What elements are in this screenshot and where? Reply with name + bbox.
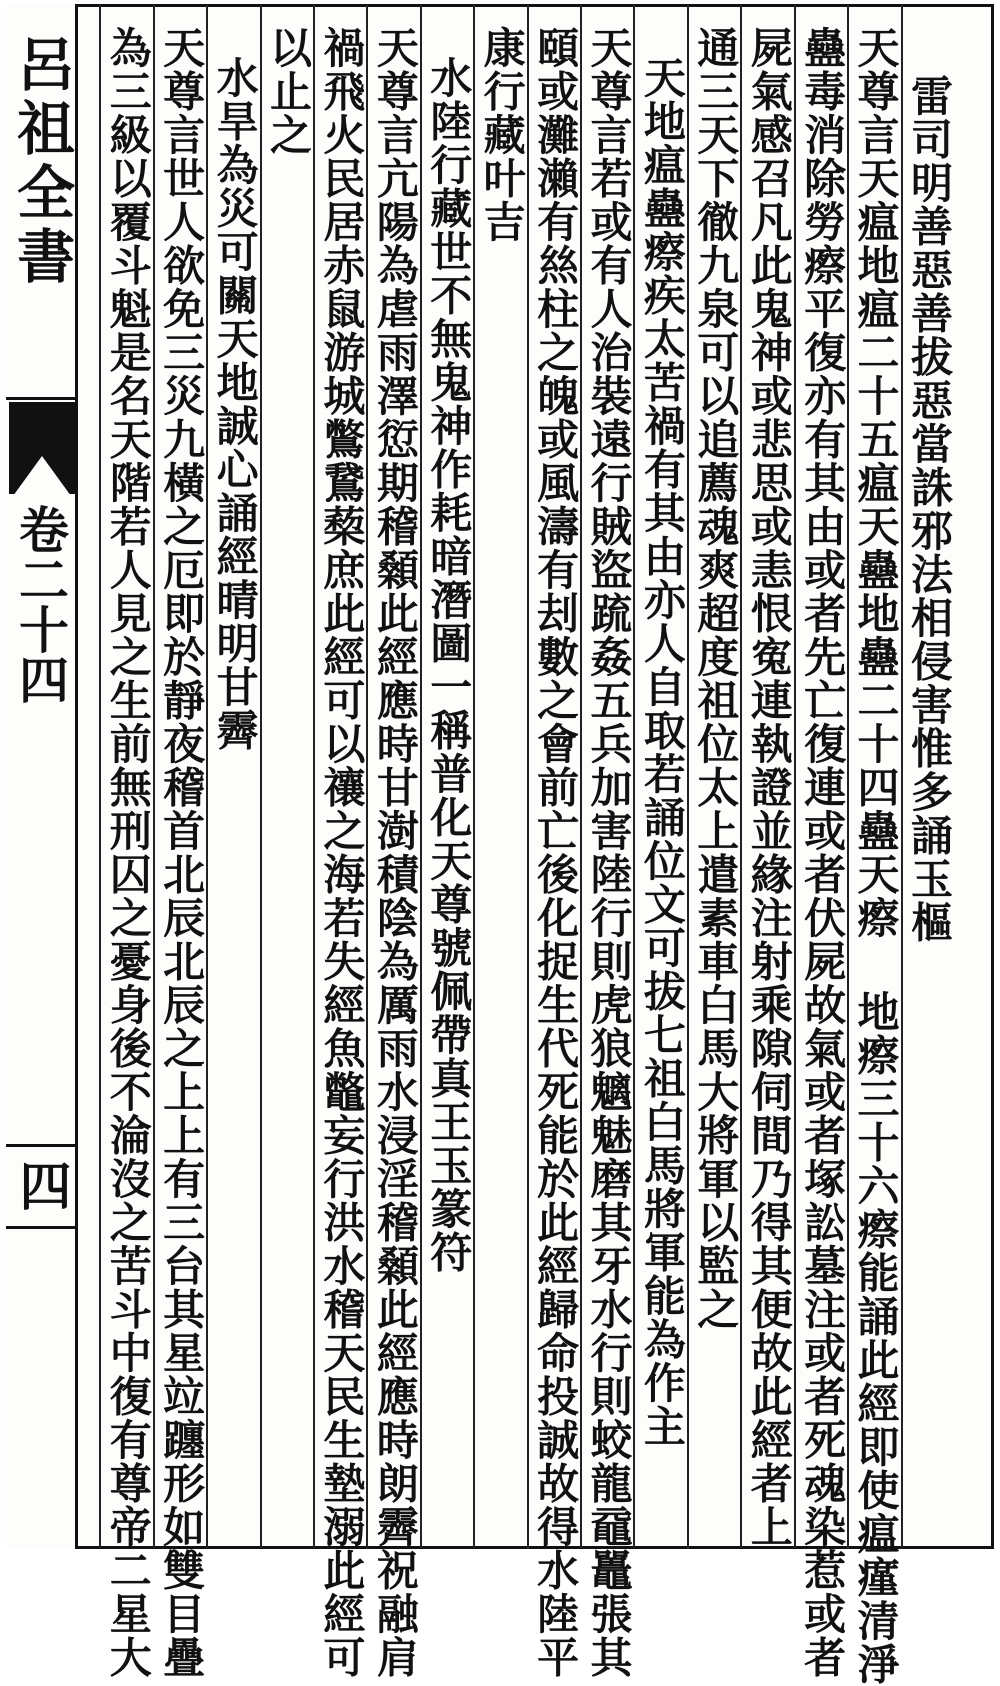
text-column xyxy=(153,4,207,1679)
margin-divider xyxy=(6,397,75,400)
margin-strip xyxy=(6,4,78,1549)
column-text: 水旱為災可關天地誠心誦經晴明甘霽 xyxy=(210,56,260,752)
text-column xyxy=(366,4,420,1679)
column-text: 雷司明善惡善拔惡當誅邪法相侵害惟多誦玉樞 xyxy=(904,74,954,944)
volume-label: 卷二十四 xyxy=(11,504,70,704)
text-column xyxy=(420,4,473,1549)
text-column xyxy=(847,4,901,1686)
column-text: 頤或灘瀨有𢇁柱之魄或風濤有刦數之會前亡後化捉生代死能於此經歸命投誠故得水陸平 xyxy=(531,26,581,1679)
text-column xyxy=(633,4,686,1549)
text-column xyxy=(260,4,313,1549)
column-text: 天尊言若或有人治裝遠行賊盜䟽姦五兵加害陸行則虎狼魑魅磨其牙水行則蛟龍黿鼉張其 xyxy=(584,26,634,1679)
text-column xyxy=(527,4,581,1679)
column-text: 天尊言亢陽為虐雨澤愆期稽顙此經應時甘澍積陰為厲雨水浸淫稽顙此經應時朗霽祝融肩 xyxy=(370,26,420,1679)
text-column xyxy=(473,4,526,1549)
text-column xyxy=(580,4,634,1679)
text-column xyxy=(901,4,954,1549)
text-column xyxy=(206,4,259,1549)
column-text: 天尊言世人欲免三災九橫之厄即於靜夜稽首北辰北辰之上上有三台其星竝躔形如雙目疊 xyxy=(157,26,207,1679)
column-text: 水陸行藏世不無鬼神作耗暗潛圖一稱普化天尊號佩帶真王玉篆符 xyxy=(424,56,474,1274)
fishtail-mark xyxy=(9,402,75,494)
column-text: 天尊言天瘟地瘟二十五瘟天蠱地蠱二十四蠱天瘵 地瘵三十六瘵能誦此經即使瘟瘽清淨 xyxy=(851,26,901,1686)
folio-number: 四 xyxy=(10,1159,71,1211)
text-column xyxy=(687,4,740,1549)
column-text: 蠱毒消除勞瘵平復亦有其由或者先亡復連或者伏屍故氣或者塚訟墓注或者死魂染惹或者 xyxy=(798,26,848,1679)
column-text: 以止之 xyxy=(264,26,313,157)
column-text: 禍飛火民居赤鼠游城鷩鵞蔾庶此經可以禳之海若失經魚鼈妄行洪水稽天民生墊溺此經可 xyxy=(317,26,367,1679)
column-text: 通三天下徹九泉可以追薦魂爽超度祖位太上遣素車白馬大將軍以監之 xyxy=(691,26,741,1331)
book-title: 呂祖全書 xyxy=(7,34,75,290)
column-text: 屍氣感召凡此鬼神或悲思或恚恨寃連執證並緣注射乘隙伺間乃得其便故此經者上 xyxy=(744,26,794,1549)
column-text: 康行藏叶吉 xyxy=(477,26,527,244)
column-text: 天地瘟蠱瘵疾太苦禍有其由亦人自取若誦位文可拔七祖白馬將軍能為作主 xyxy=(637,56,687,1448)
text-area xyxy=(78,4,986,1686)
text-column xyxy=(99,4,153,1679)
column-text: 為三級以覆斗魁是名天階若人見之生前無刑囚之憂身後不淪沒之苦斗中復有尊帝二星大 xyxy=(103,26,153,1679)
margin-divider xyxy=(6,1226,75,1229)
text-column xyxy=(740,4,793,1549)
text-column xyxy=(313,4,367,1679)
text-column xyxy=(794,4,848,1679)
margin-divider xyxy=(6,1144,75,1147)
